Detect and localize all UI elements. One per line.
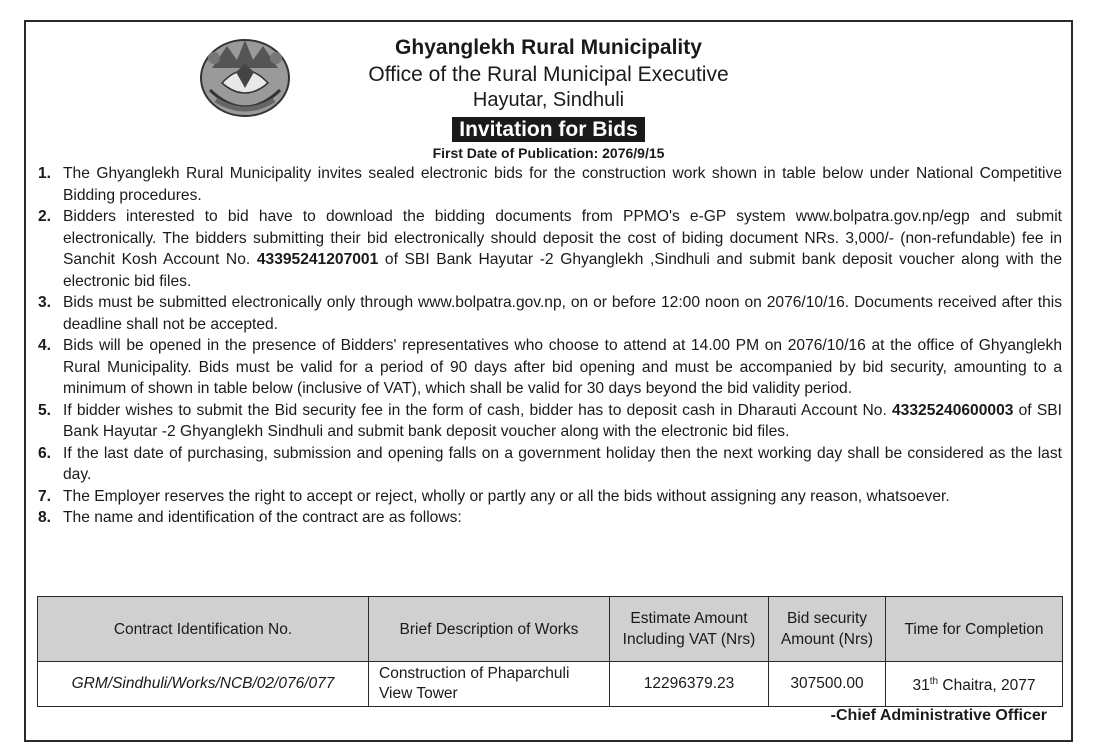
security-cell: 307500.00 [769,662,886,707]
list-item [38,335,1062,400]
signature: -Chief Administrative Officer [830,707,1047,724]
time-cell [886,662,1063,707]
account-number: 43395241207001 [256,251,379,268]
item-text: of SBI Bank Hayutar -2 Ghyanglekh ,Sindhuli and submit bank deposit voucher along with the electronic bid files. [63,251,1063,290]
item-number: 8. [38,509,52,526]
item-number: 2. [38,208,52,225]
location: Hayutar, Sindhuli [472,89,625,111]
column-header: Brief Description of Works [369,597,610,662]
list-item [38,206,1062,292]
contract-id-cell: GRM/Sindhuli/Works/NCB/02/076/077 [38,662,369,707]
item-number: 7. [38,487,52,505]
description-cell: Construction of Phaparchuli View Tower [369,662,610,707]
list-item [38,292,1062,335]
org-name: Ghyanglekh Rural Municipality [395,36,702,59]
column-header: Bid security Amount (Nrs) [769,597,886,662]
account-number: 43325240600003 [892,401,1014,419]
item-text: If bidder wishes to submit the Bid security fee in the form of cash, bidder has to deposit cash in Dharauti Account No. [63,401,892,419]
column-header: Time for Completion [886,597,1063,662]
office-name: Office of the Rural Municipal Executive [368,63,729,86]
item-number: 4. [38,337,52,354]
list-item [38,486,1062,508]
column-header: Contract Identification No. [38,597,369,662]
item-text: If the last date of purchasing, submission and opening falls on a government holiday then the next working day shall be considered as the last day. [63,444,1062,483]
item-text: of SBI Bank Hayutar -2 Ghyanglekh Sindhuli and submit bank deposit voucher along with the electronic bid files. [63,401,1062,440]
list-item [38,507,1062,529]
item-text: Bidders interested to bid have to download the bidding documents from PPMO's e-GP system www.bolpatra.gov.np/egp and submit electronically. The bidders submitting their bid electronically should deposit the cost of biding document NRs. 3,000/- (non-refundable) fee in Sanchit Kosh Account No. [63,208,1062,268]
notice-title: Invitation for Bids [452,117,645,142]
item-text: Bids will be opened in the presence of Bidders' representatives who choose to attend at 14.00 PM on 2076/10/16 at the office of Ghyanglekh Rural Municipality. Bids must be valid for a period of 90 days after bid opening and must be accompanied by bid security, amounting to a minimum of shown in table below (inclusive of VAT), which shall be valid for 30 days beyond the bid validity period. [63,337,1062,397]
list-item [38,400,1062,443]
item-text: The Employer reserves the right to accept or reject, wholly or partly any or all the bids without assigning any reason, whatsoever. [63,487,950,505]
column-header: Estimate Amount Including VAT (Nrs) [610,597,769,662]
list-item [38,443,1062,486]
list-item [38,163,1062,206]
item-number: 3. [38,294,52,311]
table-row [38,662,1063,707]
item-text: The Ghyanglekh Rural Municipality invites sealed electronic bids for the construction work shown in table below under National Competitive Bidding procedures. [63,165,1062,204]
time-sup: th [929,675,939,687]
publication-date: First Date of Publication: 2076/9/15 [432,145,665,161]
time-rest: Chaitra, 2077 [938,677,1036,695]
contract-table [37,596,1063,707]
item-number: 6. [38,444,52,462]
item-text: The name and identification of the contract are as follows: [63,509,462,526]
item-number: 5. [38,401,52,419]
item-text: Bids must be submitted electronically only through www.bolpatra.gov.np, on or before 12:00 noon on 2076/10/16. Documents received after this deadline shall not be accepted. [63,294,1062,333]
time-day: 31 [912,677,930,695]
bid-conditions-list [38,163,1062,529]
item-number: 1. [38,165,52,182]
estimate-cell: 12296379.23 [610,662,769,707]
table-header-row [38,597,1063,662]
